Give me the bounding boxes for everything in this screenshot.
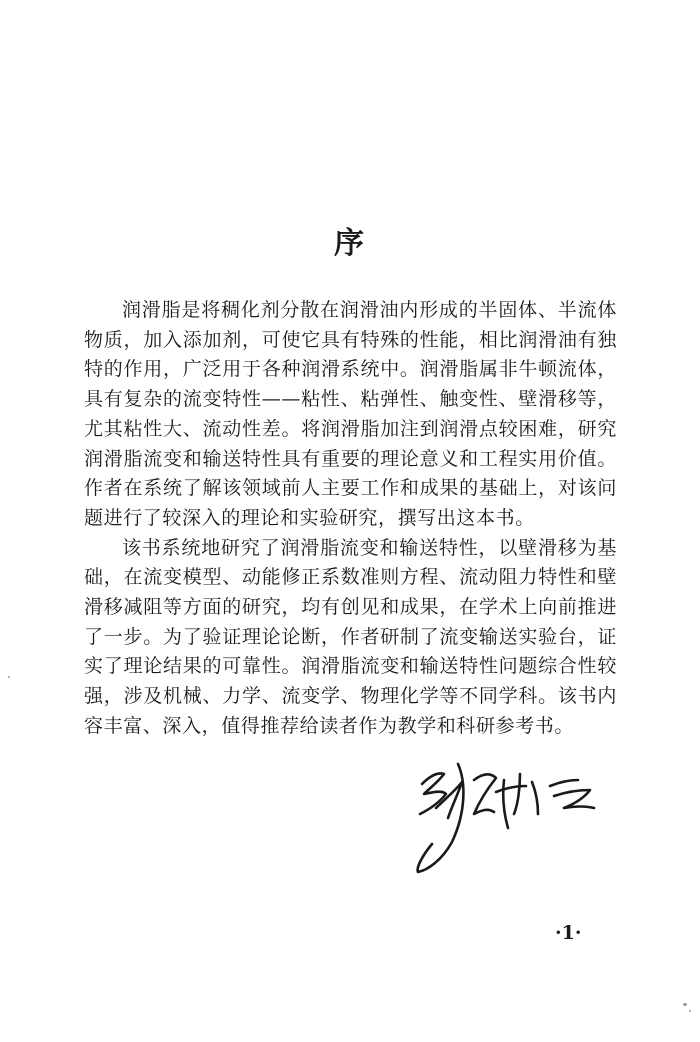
preface-body — [84, 296, 617, 742]
signature-stroke — [550, 780, 578, 786]
signature-stroke — [420, 773, 446, 814]
paragraph-1: 润滑脂是将稠化剂分散在润滑油内形成的半固体、半流体物质，加入添加剂，可使它具有特殊的性能，相比润滑油有独特的作用，广泛用于各种润滑系统中。润滑脂属非牛顿流体，具有复杂的流变特性——粘性、粘弹性、触变性、壁滑移等，尤其粘性大、流动性差。将润滑脂加注到润滑点较困难，研究润滑脂流变和输送特性具有重要的理论意义和工程实用价值。作者在系统了解该领域前人主要工作和成果的基础上，对该问题进行了较深入的理论和实验研究，撰写出这本书。 — [84, 299, 617, 529]
signature-stroke — [532, 782, 538, 814]
signature-stroke — [554, 790, 594, 808]
handwritten-signature — [408, 752, 603, 877]
signature-stroke — [474, 774, 496, 814]
scan-speck — [8, 676, 10, 678]
signature-stroke — [514, 774, 520, 814]
scan-speck — [683, 1003, 687, 1006]
signature-stroke — [496, 786, 526, 792]
paragraph-2: 该书系统地研究了润滑脂流变和输送特性，以壁滑移为基础，在流变模型、动能修正系数准则方程、流动阻力特性和壁滑移减阻等方面的研究，均有创见和成果，在学术上向前推进了一步。为了验证理论论断，作者研制了流变输送实验台，证实了理论结果的可靠性。润滑脂流变和输送特性问题综合性较强，涉及机械、力学、流变学、物理化学等不同学科。该书内容丰富、深入，值得推荐给读者作为教学和科研参考书。 — [84, 536, 617, 737]
page-number: ·1· — [555, 922, 582, 944]
scan-speck — [689, 1010, 691, 1012]
page-title: 序 — [334, 226, 366, 261]
